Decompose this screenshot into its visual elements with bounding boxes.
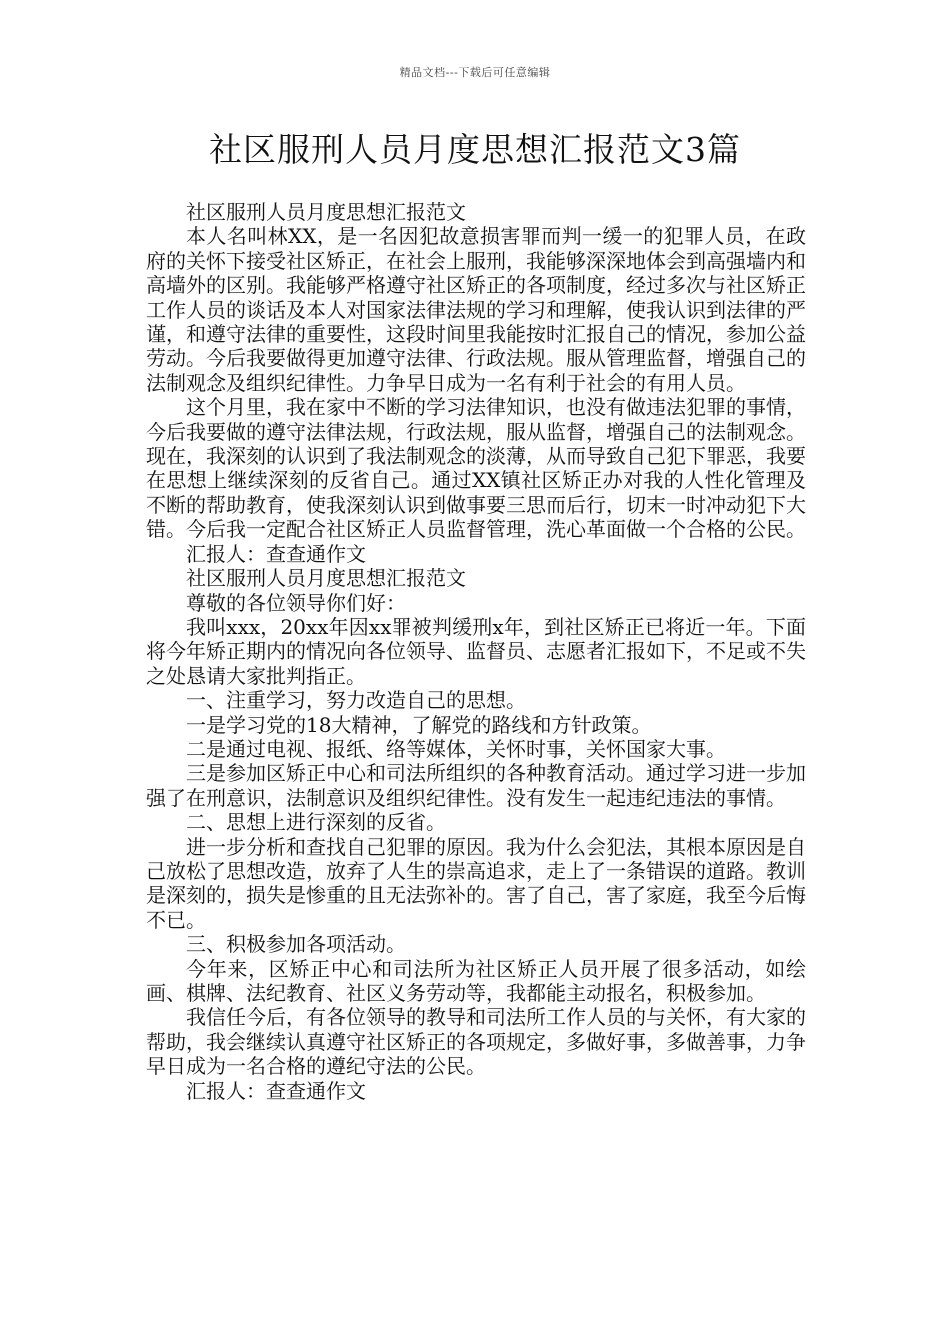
section-heading: 三、积极参加各项活动。 xyxy=(186,932,406,957)
paragraph: 一是学习党的18大精神，了解党的路线和方针政策。 xyxy=(186,712,652,737)
paragraph: 三是参加区矫正中心和司法所组织的各种教育活动。通过学习进一步加强了在刑意识，法制意识及组织纪律性。没有发生一起违纪违法的事情。 xyxy=(146,761,806,810)
paragraph: 我叫xxx，20xx年因xx罪被判缓刑x年，到社区矫正已将近一年。下面将今年矫正期内的情况向各位领导、监督员、志愿者汇报如下，不足或不失之处恳请大家批判指正。 xyxy=(146,614,806,688)
salutation: 尊敬的各位领导你们好： xyxy=(186,590,406,615)
paragraph: 这个月里，我在家中不断的学习法律知识，也没有做违法犯罪的事情，今后我要做的遵守法律法规，行政法规，服从监督，增强自己的法制观念。现在，我深刻的认识到了我法制观念的淡薄，从而导致自己犯下罪恶，我要在思想上继续深刻的反省自己。通过XX镇社区矫正办对我的人性化管理及不断的帮助教育，使我深刻认识到做事要三思而后行，切末一时冲动犯下大错。今后我一定配合社区矫正人员监督管理，洗心革面做一个合格的公民。 xyxy=(146,395,806,542)
paragraph: 我信任今后，有各位领导的教导和司法所工作人员的与关怀，有大家的帮助，我会继续认真遵守社区矫正的各项规定，多做好事，多做善事，力争早日成为一名合格的遵纪守法的公民。 xyxy=(146,1005,806,1079)
signature-line: 汇报人：查查通作文 xyxy=(186,541,366,566)
section-heading: 二、思想上进行深刻的反省。 xyxy=(186,810,446,835)
document-body xyxy=(146,200,806,1103)
header-note: 精品文档---下载后可任意编辑 xyxy=(399,66,551,79)
paragraph: 今年来，区矫正中心和司法所为社区矫正人员开展了很多活动，如绘画、棋牌、法纪教育、社区义务劳动等，我都能主动报名，积极参加。 xyxy=(146,956,806,1005)
paragraph: 进一步分析和查找自己犯罪的原因。我为什么会犯法，其根本原因是自己放松了思想改造，放弃了人生的崇高追求，走上了一条错误的道路。教训是深刻的，损失是惨重的且无法弥补的。害了自己，害了家庭，我至今后悔不已。 xyxy=(146,834,806,932)
section-heading: 一、注重学习，努力改造自己的思想。 xyxy=(186,688,526,713)
signature-line: 汇报人：查查通作文 xyxy=(186,1078,366,1103)
paragraph-subtitle-2: 社区服刑人员月度思想汇报范文 xyxy=(186,566,466,591)
paragraph: 本人名叫林XX，是一名因犯故意损害罪而判一缓一的犯罪人员，在政府的关怀下接受社区矫正，在社会上服刑，我能够深深地体会到高强墙内和高墙外的区别。我能够严格遵守社区矫正的各项制度，经过多次与社区矫正工作人员的谈话及本人对国家法律法规的学习和理解，使我认识到法律的严谨，和遵守法律的重要性，这段时间里我能按时汇报自己的情况，参加公益劳动。今后我要做得更加遵守法律、行政法规。服从管理监督，增强自己的法制观念及组织纪律性。力争早日成为一名有利于社会的有用人员。 xyxy=(146,224,806,395)
document-title: 社区服刑人员月度思想汇报范文3篇 xyxy=(209,130,741,169)
paragraph: 二是通过电视、报纸、络等媒体，关怀时事，关怀国家大事。 xyxy=(186,736,726,761)
paragraph-subtitle-1: 社区服刑人员月度思想汇报范文 xyxy=(186,200,466,224)
